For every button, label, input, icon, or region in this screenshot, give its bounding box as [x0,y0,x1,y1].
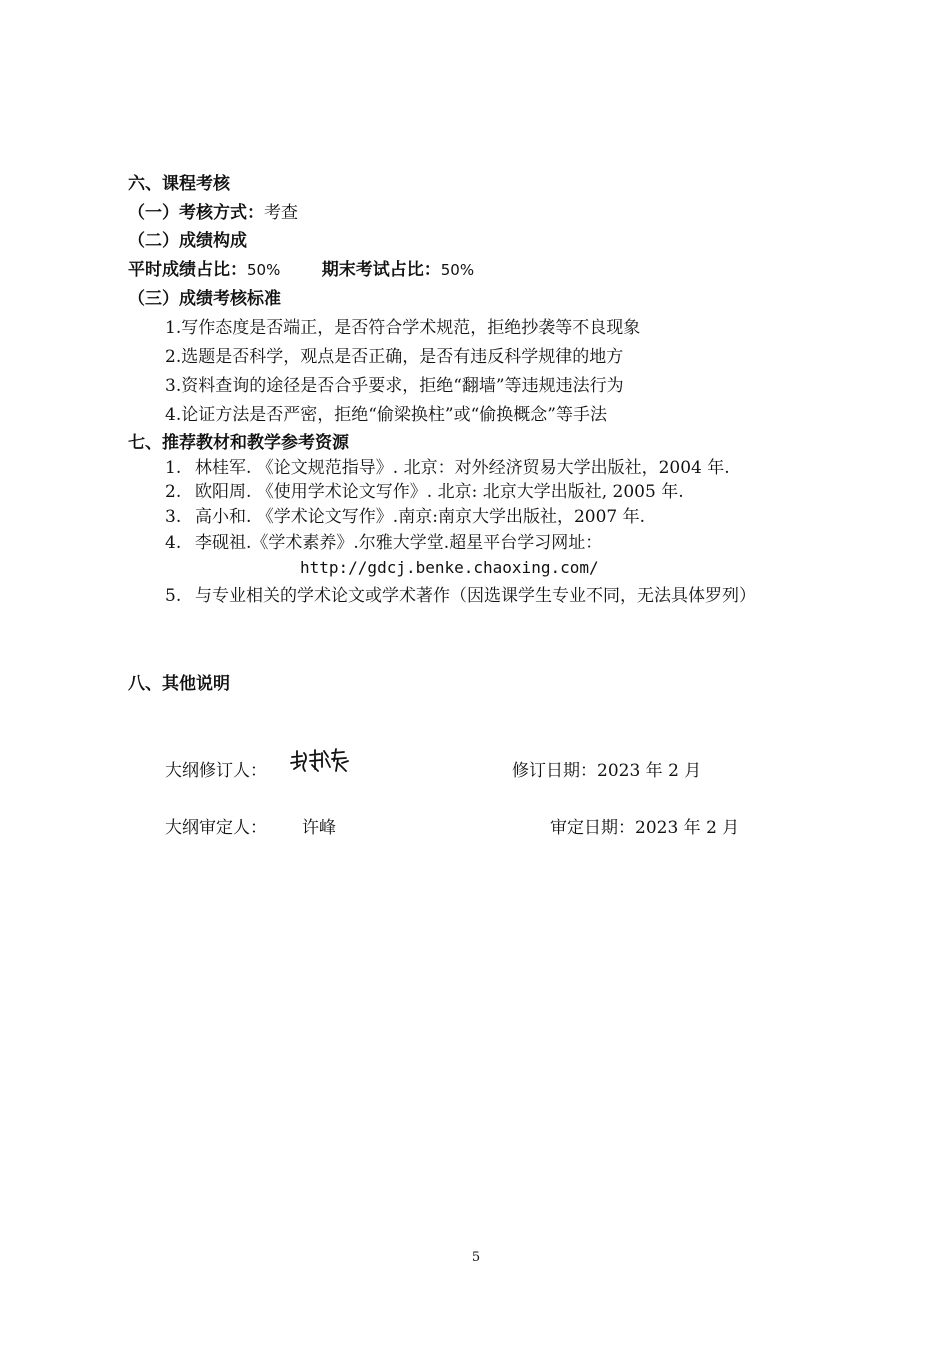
criteria-item-4: 4.论证方法是否严密，拒绝“偷梁换柱”或“偷换概念”等手法 [165,405,607,425]
reference-number: 2. [165,482,182,502]
criteria-item-2: 2.选题是否科学，观点是否正确，是否有违反科学规律的地方 [165,347,624,367]
assessment-method-value: 考查 [264,203,298,223]
criteria-item-3: 3.资料查询的途径是否合乎要求，拒绝“翻墙”等违规违法行为 [165,376,624,396]
reference-item-2 [165,480,684,504]
reference-text: 高小和. 《学术论文写作》.南京:南京大学出版社，2007 年. [195,507,646,527]
section7-heading: 七、推荐教材和教学参考资源 [128,433,349,453]
section8-heading: 八、其他说明 [128,674,230,694]
criteria-heading: （三）成绩考核标准 [128,289,281,309]
final-ratio-label: 期末考试占比： [321,260,441,280]
section6-heading: 六、课程考核 [128,174,230,194]
revise-date [512,759,701,783]
grade-ratio-line [128,258,474,282]
reference-text: 林桂军. 《论文规范指导》. 北京：对外经济贸易大学出版社，2004 年. [195,458,730,478]
reference-item-4 [165,531,602,555]
approver-name: 许峰 [302,818,336,838]
approver-label: 大纲审定人： [165,818,267,838]
assessment-method-line [128,201,298,225]
reference-url: http://gdcj.benke.chaoxing.com/ [300,558,599,577]
reviser-label: 大纲修订人： [165,761,267,781]
reference-text: 与专业相关的学术论文或学术著作（因选课学生专业不同，无法具体罗列） [195,586,756,606]
revise-date-value: 2023 年 2 月 [597,761,702,781]
reference-item-5 [165,584,756,608]
reference-number: 5. [165,586,182,606]
final-ratio-value: 50% [440,261,475,279]
grade-composition-heading: （二）成绩构成 [128,231,247,251]
reference-text: 李砚祖.《学术素养》.尔雅大学堂.超星平台学习网址： [195,533,603,553]
revise-date-label: 修订日期： [512,761,597,781]
assessment-method-label: （一）考核方式： [128,203,264,223]
approve-date-label: 审定日期： [550,818,635,838]
criteria-item-1: 1.写作态度是否端正，是否符合学术规范，拒绝抄袭等不良现象 [165,318,641,338]
reference-number: 1. [165,458,182,478]
reference-item-3 [165,505,645,529]
reviser-signature [288,747,352,777]
page-number: 5 [471,1250,481,1265]
regular-ratio-label: 平时成绩占比： [128,260,247,280]
reference-text: 欧阳周. 《使用学术论文写作》. 北京: 北京大学出版社, 2005 年. [195,482,684,502]
approve-date-value: 2023 年 2 月 [635,818,740,838]
reference-item-1 [165,456,730,480]
reference-number: 4. [165,533,182,553]
regular-ratio-value: 50% [247,261,281,279]
reference-number: 3. [165,507,182,527]
approve-date [550,816,739,840]
